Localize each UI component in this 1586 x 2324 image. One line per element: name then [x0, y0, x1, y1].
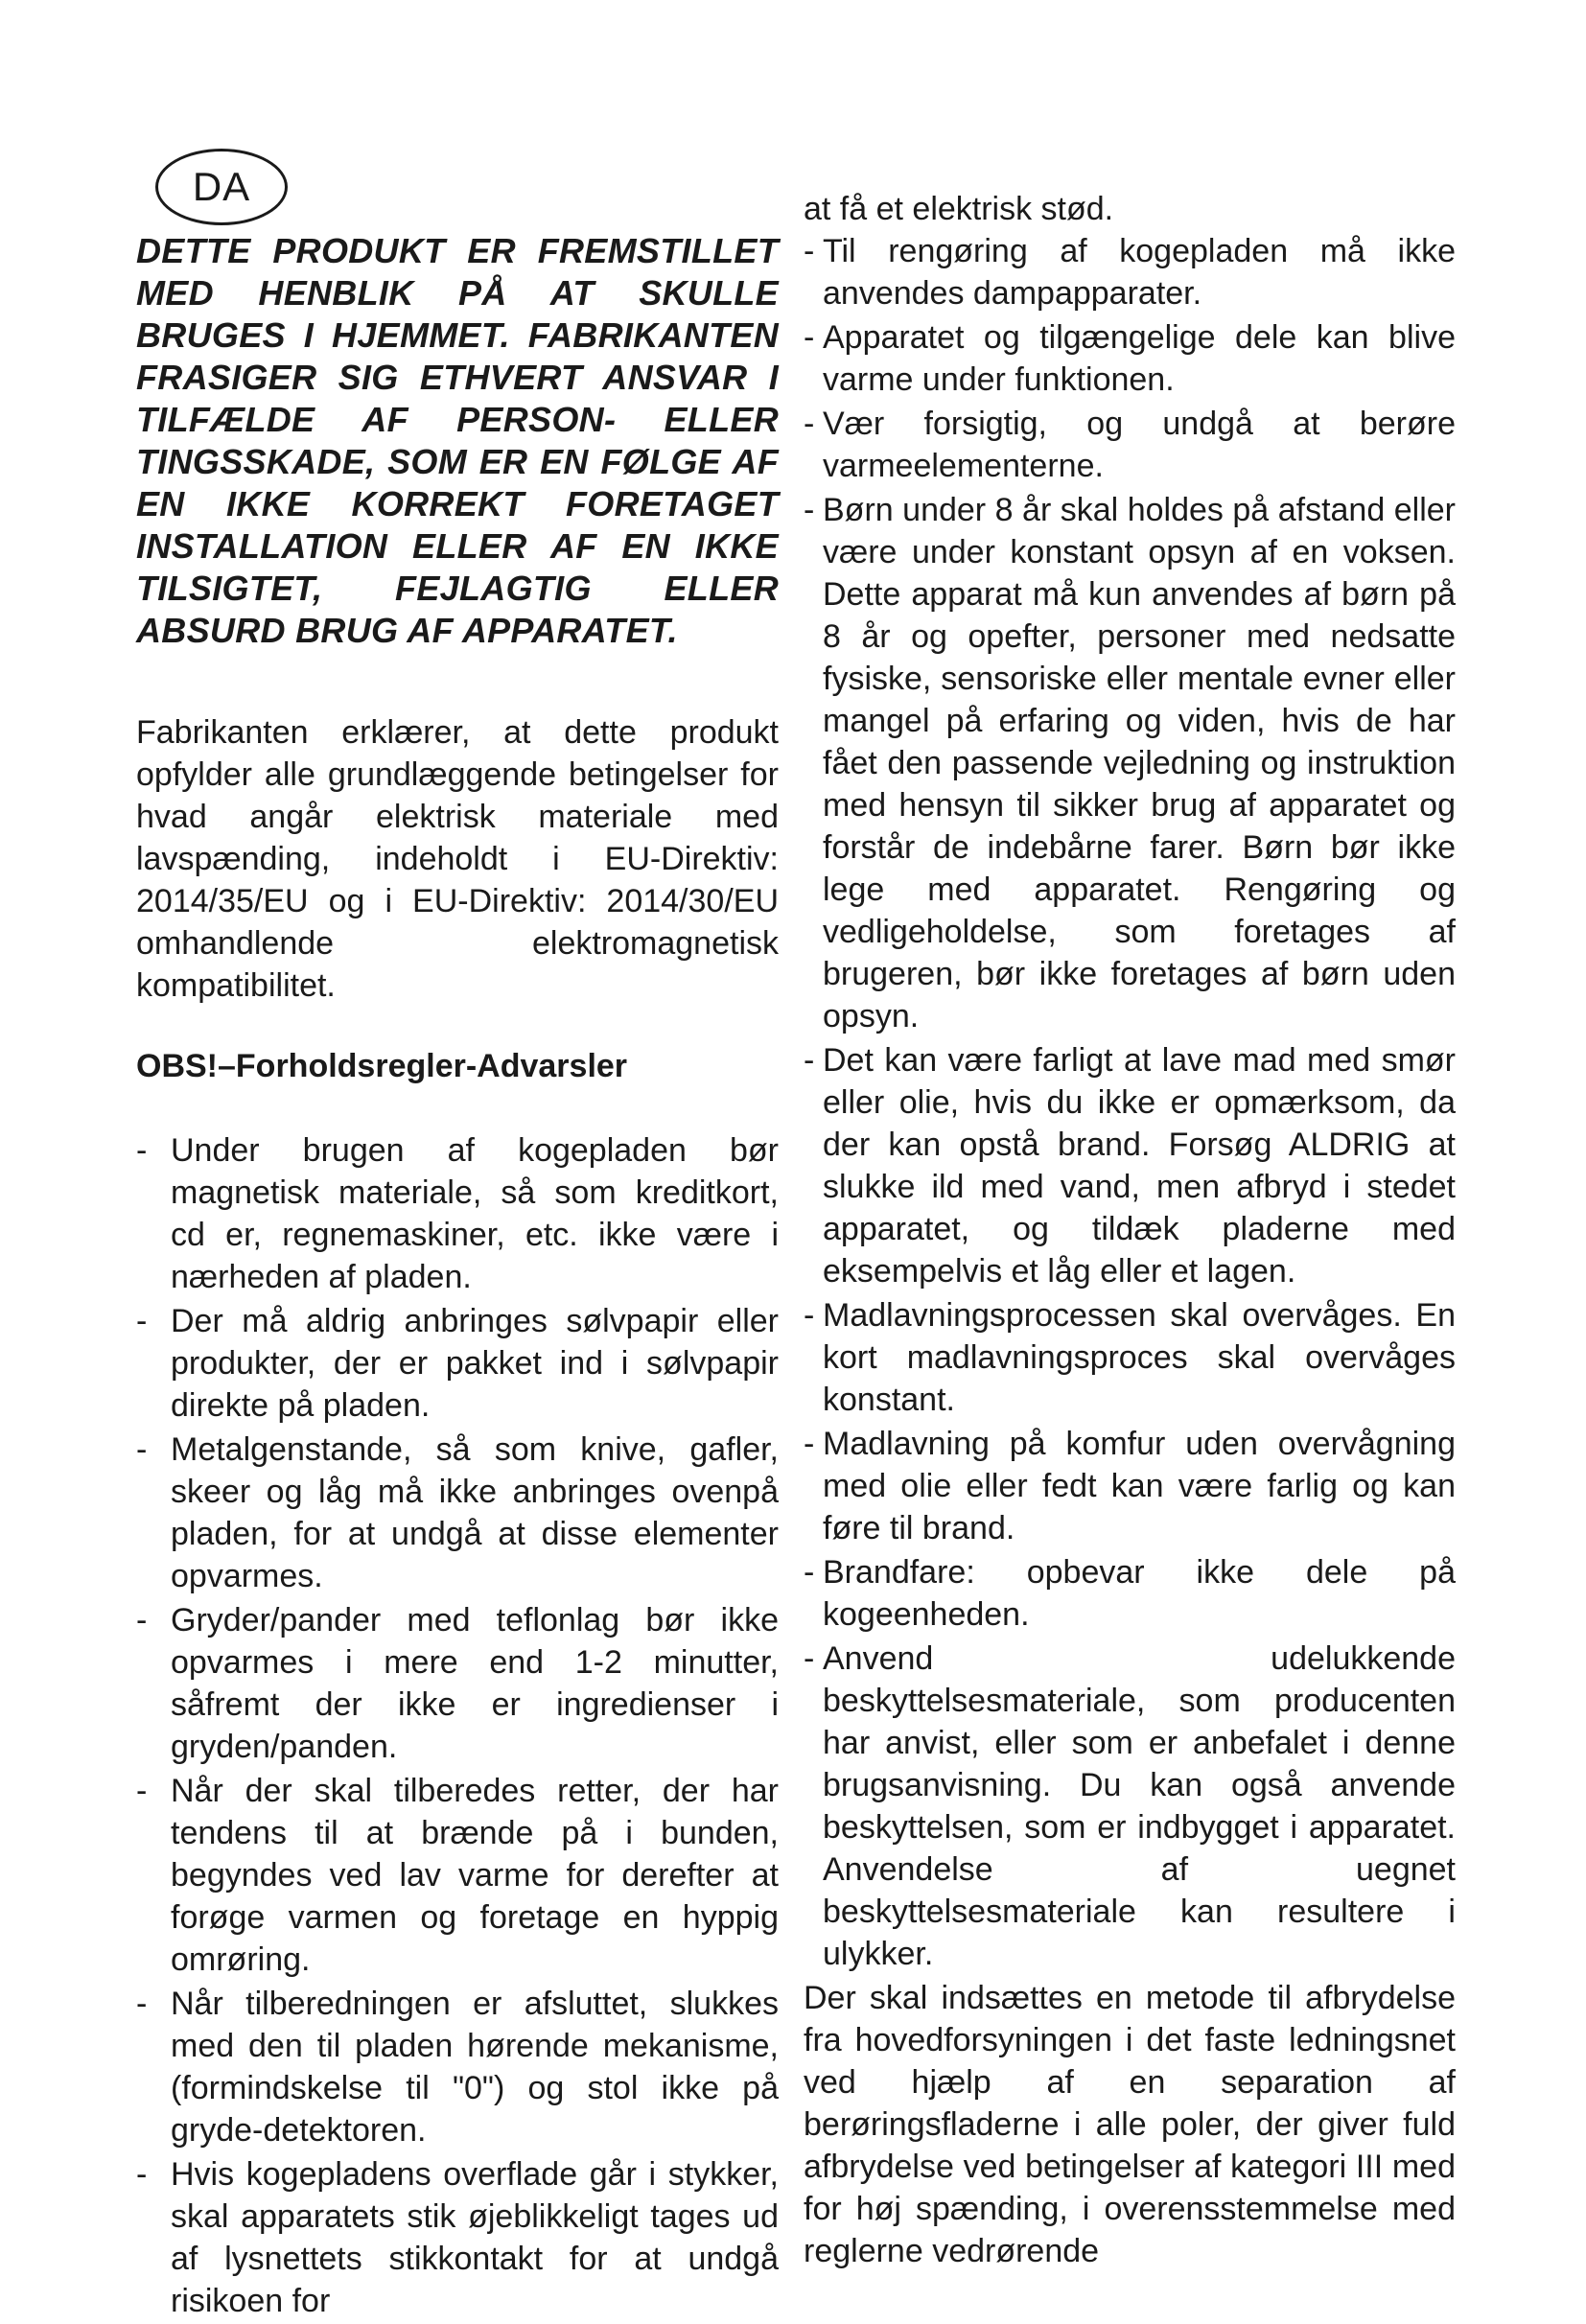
list-item: - Vær forsigtig, og undgå at berøre varmeelementerne. [804, 406, 1456, 484]
left-column [136, 230, 779, 2324]
list-item: - Madlavningsprocessen skal overvåges. En kort madlavningsproces skal overvåges konstant. [804, 1297, 1456, 1418]
list-item: - Når der skal tilberedes retter, der har tendens til at brænde på i bunden, begyndes ved lav varme for derefter at forøge varmen og foretage en hyppig omrøring. [136, 1773, 779, 1978]
list-item: - Det kan være farligt at lave mad med smør eller olie, hvis du ikke er opmærksom, da der kan opstå brand. Forsøg ALDRIG at slukke ild med vand, men afbryd i stedet apparatet, og tildæk pladerne med eksempelvis et låg eller et lagen. [804, 1042, 1456, 1290]
list-item: - Madlavning på komfur uden overvågning med olie eller fedt kan være farlig og kan føre til brand. [804, 1426, 1456, 1546]
right-column [804, 188, 1456, 2272]
list-item: - Anvend udelukkende beskyttelsesmateriale, som producenten har anvist, eller som er anbefalet i denne brugsanvisning. Du kan også anvende beskyttelsen, som er indbygget i apparatet. Anvendelse af uegnet beskyttelsesmateriale kan resultere i ulykker. [804, 1640, 1456, 1972]
list-item: - Der må aldrig anbringes sølvpapir eller produkter, der er pakket ind i sølvpapir direkte på pladen. [136, 1303, 779, 1424]
list-item: - Metalgenstande, så som knive, gafler, skeer og låg må ikke anbringes ovenpå pladen, for at undgå at disse elementer opvarmes. [136, 1431, 779, 1594]
language-badge: DA [155, 149, 288, 225]
disclaimer-title: DETTE PRODUKT ER FREMSTILLET MED HENBLIK PÅ AT SKULLE BRUGES I HJEMMET. FABRIKANTEN FRASIGER SIG ETHVERT ANSVAR I TILFÆLDE AF PERSON- ELLER TINGSSKADE, SOM ER EN FØLGE AF EN IKKE KORREKT FORETAGET INSTALLATION ELLER AF EN IKKE TILSIGTET, FEJLAGTIG ELLER ABSURD BRUG AF APPARATET. [136, 231, 779, 650]
list-item: - Til rengøring af kogepladen må ikke anvendes dampapparater. [804, 233, 1456, 312]
list-item: - Gryder/pander med teflonlag bør ikke opvarmes i mere end 1-2 minutter, såfremt der ikke er ingredienser i gryden/panden. [136, 1602, 779, 1765]
list-item: - Apparatet og tilgængelige dele kan blive varme under funktionen. [804, 319, 1456, 398]
right-warning-list [804, 230, 1456, 1975]
warnings-heading: OBS!–Forholdsregler-Advarsler [136, 1048, 628, 1084]
list-item: - Når tilberedningen er afsluttet, slukkes med den til pladen hørende mekanisme, (formindskelse til "0") og stol ikke på gryde-detektoren. [136, 1986, 779, 2149]
closing-paragraph: Der skal indsættes en metode til afbrydelse fra hovedforsyningen i det faste ledningsnet ved hjælp af en separation af berøringsfladerne i alle poler, der giver fuld afbrydelse ved betingelser af kategori III med for høj spænding, i overensstemmelse med reglerne vedrørende [804, 1980, 1456, 2269]
list-item: - Brandfare: opbevar ikke dele på kogeenheden. [804, 1554, 1456, 1633]
declaration-paragraph: Fabrikanten erklærer, at dette produkt opfylder alle grundlæggende betingelser for hvad angår elektrisk materiale med lavspænding, indeholdt i EU-Direktiv: 2014/35/EU og i EU-Direktiv: 2014/30/EU omhandlende elektromagnetisk kompatibilitet. [136, 714, 779, 1004]
list-item: - Hvis kogepladens overflade går i stykker, skal apparatets stik øjeblikkeligt tages ud af lysnettets stikkontakt for at undgå risikoen for [136, 2156, 779, 2319]
list-item: - Børn under 8 år skal holdes på afstand eller være under konstant opsyn af en voksen. Dette apparat må kun anvendes af børn på 8 år og opefter, personer med nedsatte fysiske, sensoriske eller mentale evner eller mangel på erfaring og viden, hvis de har fået den passende vejledning og instruktion med hensyn til sikker brug af apparatet og forstår de indebårne farer. Børn bør ikke lege med apparatet. Rengøring og vedligeholdelse, som foretages af brugeren, bør ikke foretages af børn uden opsyn. [804, 492, 1456, 1034]
continuation-text: at få et elektrisk stød. [804, 191, 1114, 227]
left-warning-list [136, 1129, 779, 2322]
list-item: - Under brugen af kogepladen bør magnetisk materiale, så som kreditkort, cd er, regnemaskiner, etc. ikke være i nærheden af pladen. [136, 1132, 779, 1295]
